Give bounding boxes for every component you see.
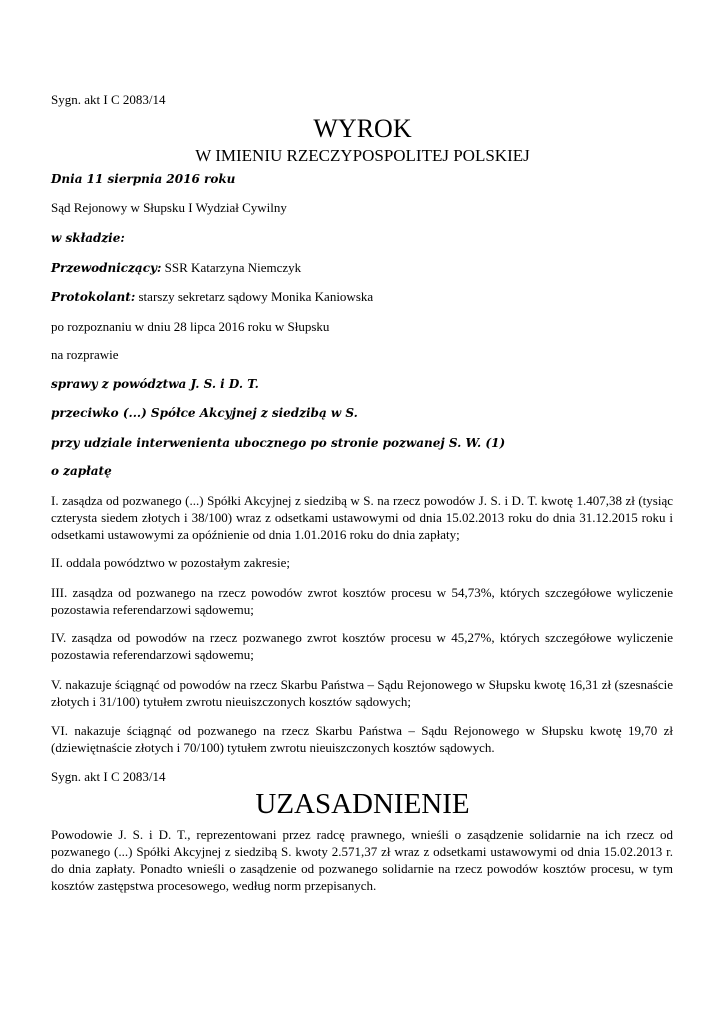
ruling-point-6: VI. nakazuje ściągnąć od pozwanego na rzecz Skarbu Państwa – Sądu Rejonowego w Słupsku kwotę 19,70 zł (dziewiętnaście złotych i 70/100) tytułem zwrotu nieuiszczonych kosztów sądowych.	[51, 723, 673, 755]
judgment-title: WYROK	[313, 114, 412, 143]
presiding-name: SSR Katarzyna Niemczyk	[161, 260, 302, 275]
justification-title: UZASADNIENIE	[255, 788, 470, 820]
case-reference-top: Sygn. akt I C 2083/14	[51, 92, 166, 107]
ruling-point-1: I. zasądza od pozwanego (...) Spółki Akcyjnej z siedzibą w S. na rzecz powodów J. S. i D. T. kwotę 1.407,38 zł (tysiąc czterysta siedem złotych i 38/100) wraz z odsetkami ustawowymi od dnia 15.02.2013 roku do dnia 31.12.2015 roku i odsetkami ustawowymi za opóźnienie od dnia 1.01.2016 roku do dnia zapłaty;	[51, 493, 673, 542]
composition-label: w składzie:	[51, 231, 125, 245]
case-reference-bottom: Sygn. akt I C 2083/14	[51, 769, 166, 784]
justification-paragraph: Powodowie J. S. i D. T., reprezentowani przez radcę prawnego, wnieśli o zasądzenie solidarnie na ich rzecz od pozwanego (...) Spółki Akcyjnej z siedzibą S. kwoty 2.571,37 zł wraz z odsetkami ustawowymi od dnia 15.02.2013 r. do dnia zapłaty. Ponadto wnieśli o zasądzenie od pozwanego solidarnie na rzecz powodów kosztów procesu, w tym kosztów zastępstwa procesowego, według norm przepisanych.	[51, 827, 673, 893]
ruling-point-5: V. nakazuje ściągnąć od powodów na rzecz Skarbu Państwa – Sądu Rejonowego w Słupsku kwotę 16,31 zł (szesnaście złotych i 31/100) tytułem zwrotu nieuiszczonych kosztów sądowych;	[51, 677, 673, 709]
judgment-date: Dnia 11 sierpnia 2016 roku	[51, 172, 236, 186]
judgment-subtitle: W IMIENIU RZECZYPOSPOLITEJ POLSKIEJ	[195, 146, 530, 165]
case-subject: o zapłatę	[51, 464, 112, 478]
case-parties-plaintiffs: sprawy z powództwa J. S. i D. T.	[51, 377, 259, 391]
case-parties-defendant: przeciwko (...) Spółce Akcyjnej z siedzibą w S.	[51, 406, 358, 420]
clerk-line	[51, 288, 673, 306]
ruling-point-2: II. oddala powództwo w pozostałym zakresie;	[51, 555, 290, 570]
hearing-line: po rozpoznaniu w dniu 28 lipca 2016 roku w Słupsku	[51, 319, 330, 334]
ruling-point-4: IV. zasądza od powodów na rzecz pozwanego zwrot kosztów procesu w 45,27%, których szczegółowe wyliczenie pozostawia referendarzowi sądowemu;	[51, 630, 673, 662]
presiding-label: Przewodniczący:	[51, 261, 162, 275]
court-name: Sąd Rejonowy w Słupsku I Wydział Cywilny	[51, 200, 287, 215]
presiding-judge-line	[51, 259, 673, 277]
clerk-name: starszy sekretarz sądowy Monika Kaniowska	[135, 289, 374, 304]
clerk-label: Protokolant:	[51, 290, 136, 304]
trial-line: na rozprawie	[51, 347, 119, 362]
ruling-point-3: III. zasądza od pozwanego na rzecz powodów zwrot kosztów procesu w 54,73%, których szczegółowe wyliczenie pozostawia referendarzowi sądowemu;	[51, 585, 673, 617]
case-intervener: przy udziale interwenienta ubocznego po stronie pozwanej S. W. (1)	[51, 436, 506, 450]
